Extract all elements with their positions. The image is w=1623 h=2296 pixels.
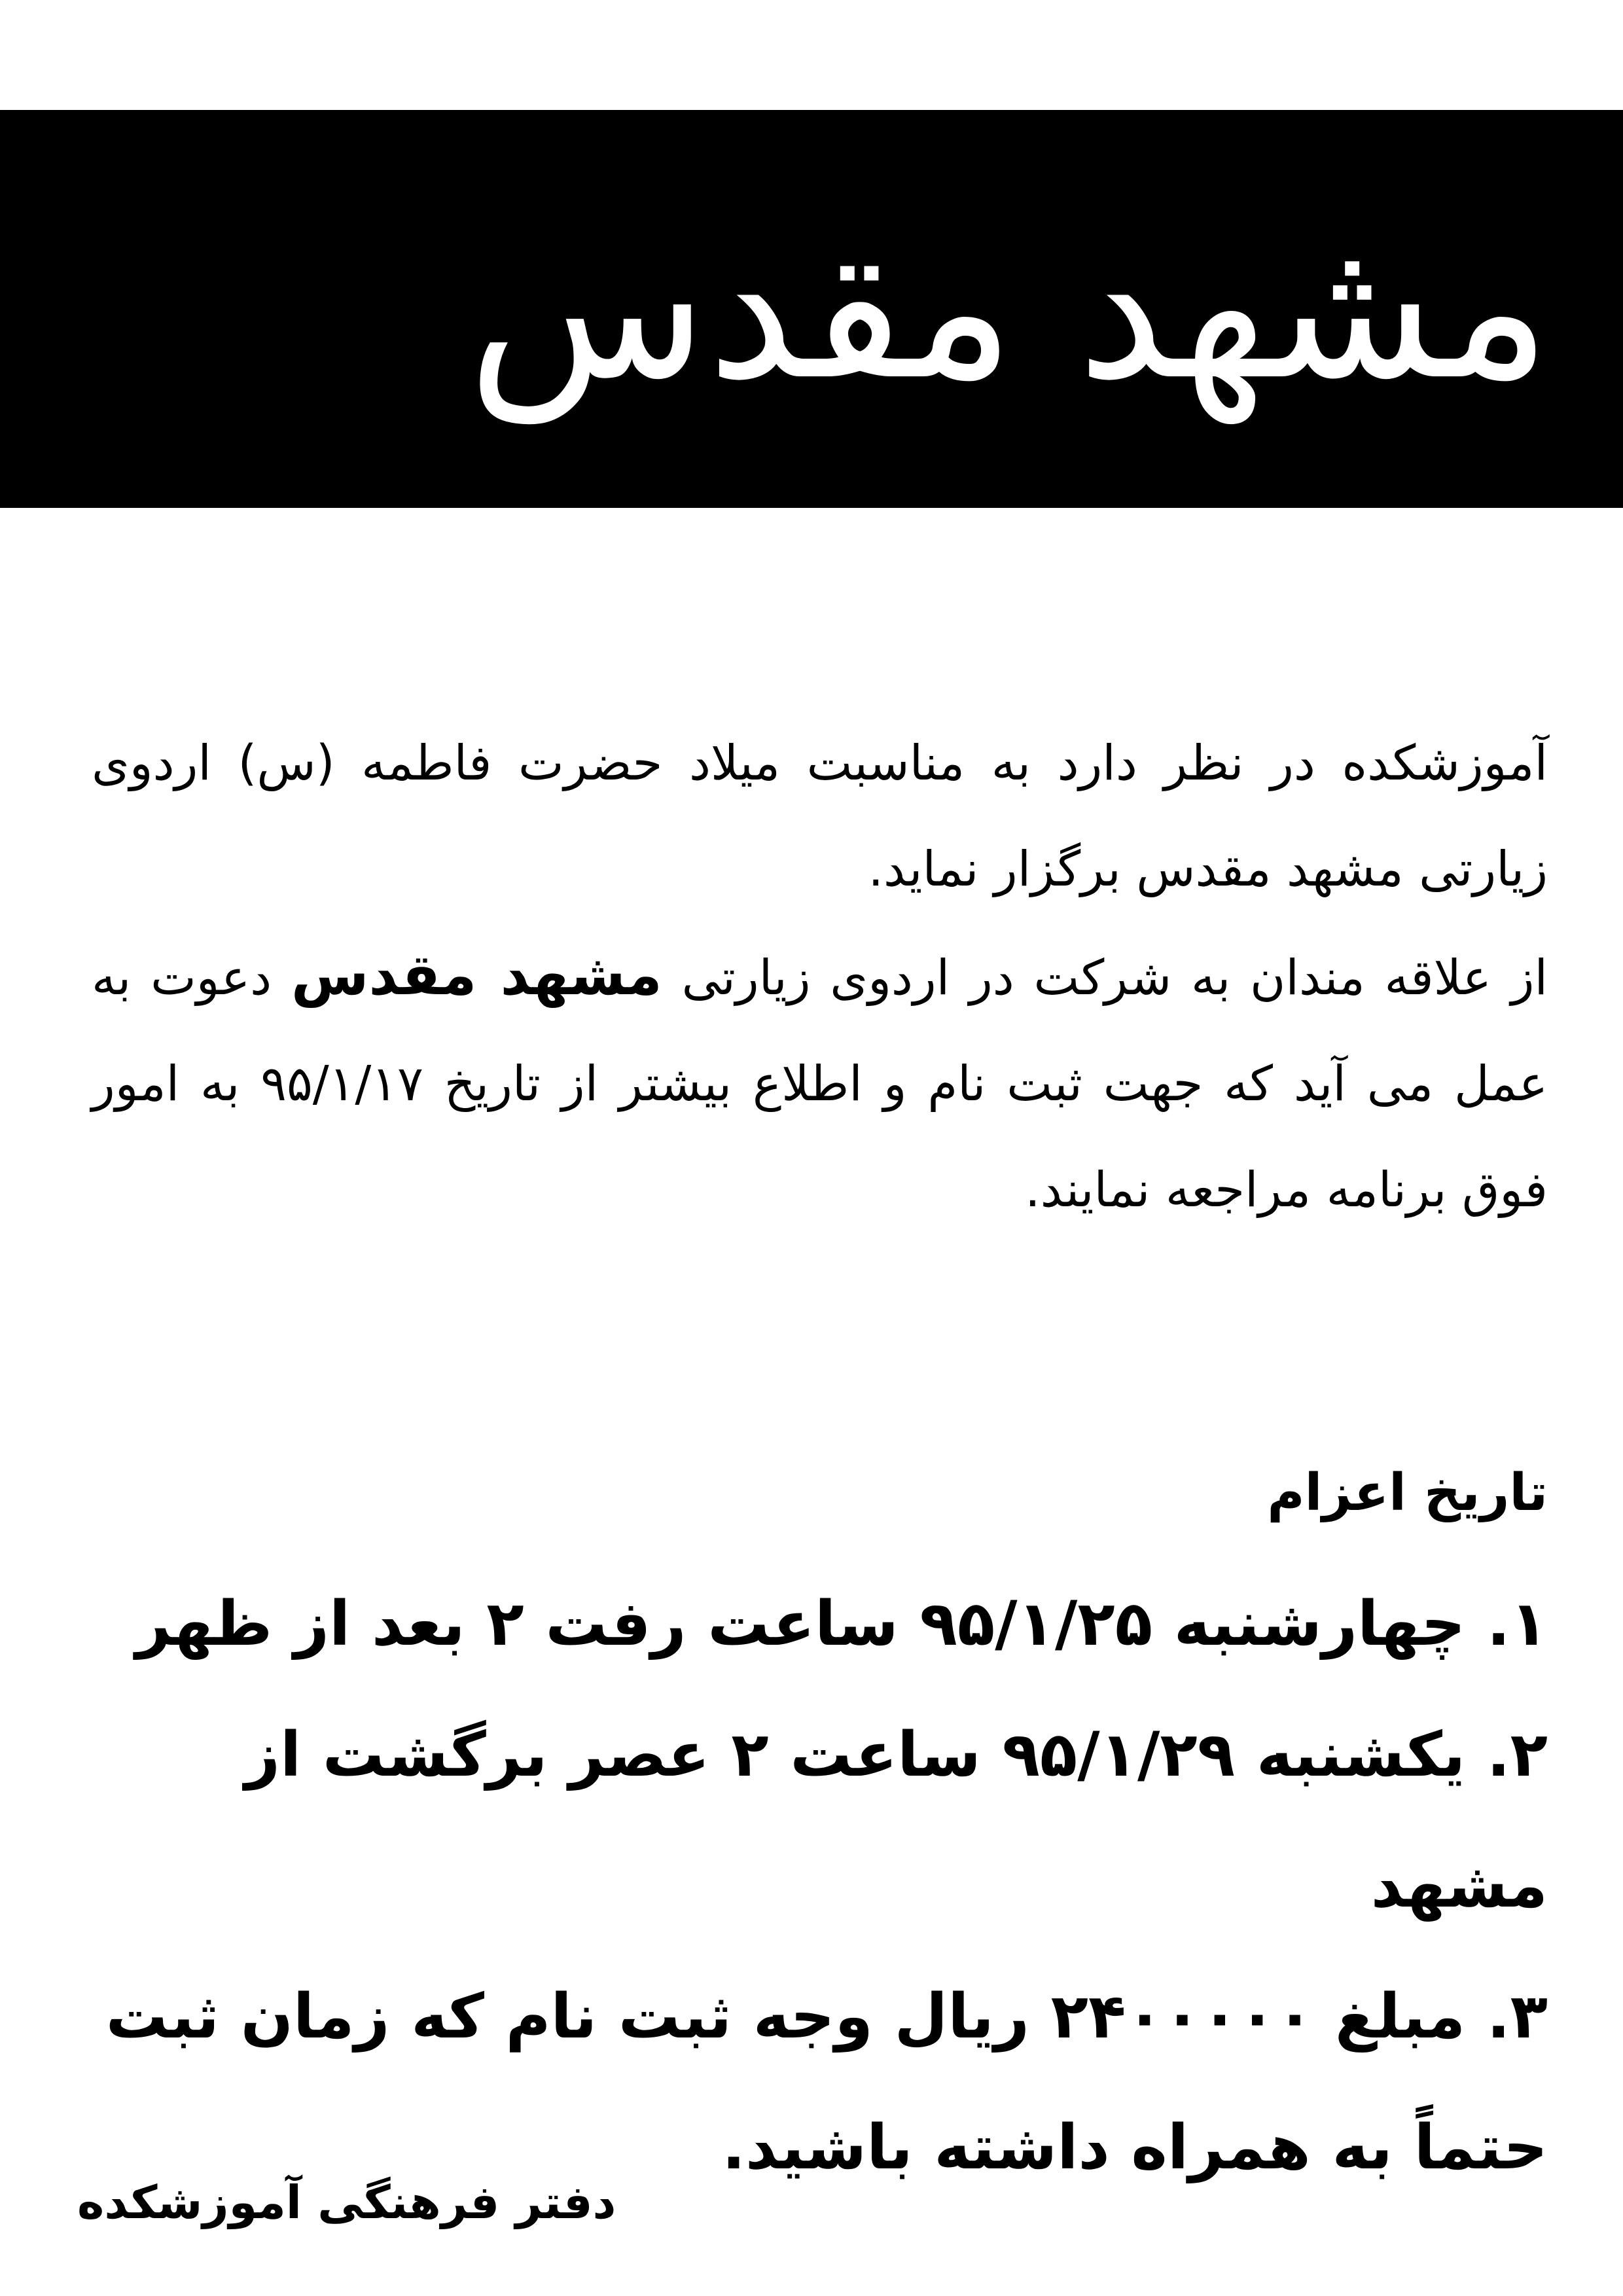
schedule-item-fee: ۳. مبلغ ۲۴۰۰۰۰۰ ریال وجه ثبت نام که زمان ثبت حتماً به همراه داشته باشید. — [105, 1981, 1548, 2183]
signature: دفتر فرهنگی آموزشکده — [77, 2176, 616, 2229]
intro-section — [92, 710, 1548, 1243]
intro-paragraph-2-end: دعوت به عمل می آید که جهت ثبت نام و اطلاع بیشتر از تاریخ ۹۵/۱/۱۷ به امور فوق برنامه مراجعه نمایند. — [92, 950, 1548, 1218]
schedule-item-return: ۲. یکشنبه ۹۵/۱/۲۹ ساعت ۲ عصر برگشت از مشهد — [244, 1719, 1548, 1922]
intro-paragraph-1: آموزشکده در نظر دارد به مناسبت میلاد حضرت فاطمه (س) اردوی زیارتی مشهد مقدس برگزار نماید. — [92, 735, 1548, 897]
intro-highlight: مشهد مقدس — [291, 942, 662, 1008]
schedule-item-departure: ۱. چهارشنبه ۹۵/۱/۲۵ ساعت رفت ۲ بعد از ظهر — [135, 1588, 1548, 1660]
title-banner — [0, 110, 1623, 508]
page-title: مشهد مقدس — [467, 194, 1551, 423]
schedule-section — [92, 1440, 1548, 2214]
intro-paragraph-2 — [92, 922, 1548, 1243]
schedule-heading: تاریخ اعزام — [1267, 1463, 1548, 1522]
schedule-list — [92, 1559, 1548, 2214]
intro-paragraph-2-start: از علاقه مندان به شرکت در اردوی زیارتی — [662, 950, 1548, 1006]
